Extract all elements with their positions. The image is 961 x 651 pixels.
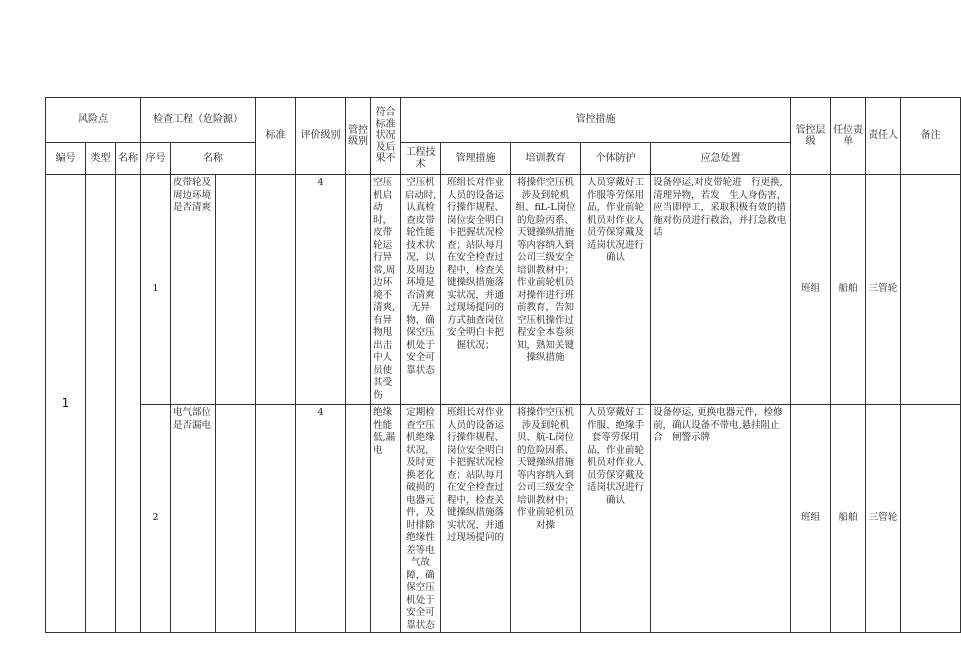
row-2-training: 将操作空压机涉及到轮机贝、航-L岗位的危险因系、天键操纵措施等内容纳入到公司三级安全培训教材中；作业前轮机员对操 [511, 405, 581, 633]
row-1-training: 将操作空压机涉及到轮机组、fiL-L岗位的危险丙系、天键操纵措施等内容纳入到公司三级安全培训教材中；作业前轮机员对操作进行班前教育，告知空压机操作过程安全本卷须知，熟知关键操纵措施 [511, 175, 581, 405]
row-1-code: 1 [46, 175, 86, 633]
header-nonconformity: 符合标准状况及后果不 [371, 98, 401, 175]
row-1-risk-name [116, 175, 141, 633]
header-engineering: 工程技术 [401, 143, 441, 175]
row-1-tier: 班组 [791, 175, 831, 405]
header-seq: 序号 [141, 143, 171, 175]
row-1-item-name-empty [216, 175, 256, 405]
row-1-ppe: 人员穿戴好工作服等劳保用品，作业前轮机员对作业人员劳保穿戴及适岗状况进行确认 [581, 175, 651, 405]
row-1-type [86, 175, 116, 633]
row-1-control-level [346, 175, 371, 405]
row-2-control-level [346, 405, 371, 633]
row-2-item-name: 电气部位是否漏电 [171, 405, 216, 633]
row-2-emergency: 设备停运, 更换电器元件，检修前，确认设备不带电,悬挂阻止合 闸警示牌 [651, 405, 791, 633]
row-2-tier: 班组 [791, 405, 831, 633]
header-code: 编号 [46, 143, 86, 175]
row-2-consequence: 绝缘性能低,漏电 [371, 405, 401, 633]
row-2-person: 三管轮 [866, 405, 901, 633]
header-responsible-unit: 任位责单 [831, 98, 866, 175]
row-1-management: 班组长对作业人员的设备运行操作规程、岗位安全明白卡把握状况检查；站队每月在安全检查过程中，检查关键操纵措施落实状况，并通过现场提问的方式抽查岗位安全明白卡把握状况； [441, 175, 511, 405]
row-2-management: 班组长对作业人员的设备运行操作规程、岗位安全明白卡把握状况检查；站队每月在安全检查过程中，检查关键操纵措施落实状况，并通过现场提问的 [441, 405, 511, 633]
header-check-item: 检查工程（危险源） [141, 98, 256, 143]
row-1-eval-level: 4 [296, 175, 346, 405]
header-remark: 备注 [901, 98, 961, 175]
row-1-emergency: 设备停运,对皮带轮进 行更换, 清理异物，若发 生人身伤害，应当即停工，采取积极有效的措施对伤员进行救治，并打急救电 话 [651, 175, 791, 405]
risk-control-table [45, 97, 961, 633]
row-1-unit: 船舶 [831, 175, 866, 405]
header-name: 名称 [116, 143, 141, 175]
row-1-engineering: 空压机启动时,认真检查皮带轮性能技术状况，以及周边环境是否清爽无异物，确保空压机处于安全可靠状态 [401, 175, 441, 405]
row-2-engineering: 定期检查空压机绝缘状况，及时更换老化破损的电器元件，及时排除绝缘性差等电气故障，确保空压机处于安全可靠状态 [401, 405, 441, 633]
header-control-tier: 管控层级 [791, 98, 831, 175]
header-emergency: 应急处置 [651, 143, 791, 175]
row-2-seq: 2 [141, 405, 171, 633]
row-1-standard [256, 175, 296, 405]
header-ppe: 个体防护 [581, 143, 651, 175]
header-standard: 标准 [256, 98, 296, 175]
row-2-eval-level: 4 [296, 405, 346, 633]
header-control-level: 管控级别 [346, 98, 371, 175]
row-1-person: 三管轮 [866, 175, 901, 405]
row-2-unit: 船舶 [831, 405, 866, 633]
row-2-ppe: 人员穿戴好工作服、绝缘手套等劳保用品，作业前轮机员对作业人员劳保穿戴及适岗状况进行确认 [581, 405, 651, 633]
row-2-standard [256, 405, 296, 633]
header-control-measures: 管控措施 [401, 98, 791, 143]
header-training: 培训教育 [511, 143, 581, 175]
header-responsible-person: 责任人 [866, 98, 901, 175]
row-1-remark [901, 175, 961, 405]
row-1-consequence: 空压机启 动时，皮带轮运行异 常,周边环境不清爽,有异物甩出击中人员使其受伤 [371, 175, 401, 405]
header-risk-point: 风险点 [46, 98, 141, 143]
row-2-item-name-empty [216, 405, 256, 633]
header-management: 管理措施 [441, 143, 511, 175]
row-1-item-name: 皮带轮及周边环境是否清爽 [171, 175, 216, 405]
row-2-remark [901, 405, 961, 633]
row-1-seq: 1 [141, 175, 171, 405]
header-item-name: 名称 [171, 143, 256, 175]
header-eval-level: 评价级别 [296, 98, 346, 175]
header-type: 类型 [86, 143, 116, 175]
